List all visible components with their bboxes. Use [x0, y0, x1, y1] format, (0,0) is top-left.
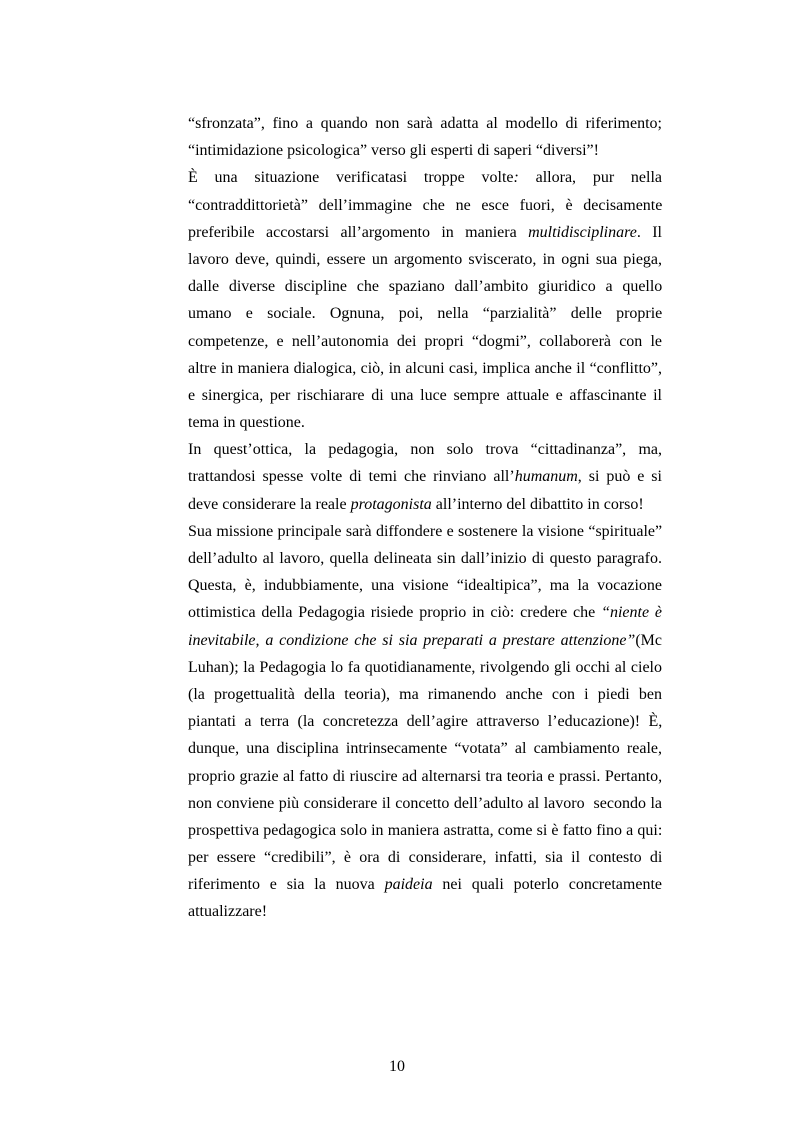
italic-text: humanum: [514, 468, 578, 486]
text-segment: e sinergica, per rischiarare di una luce sempre attuale e affascinante il: [188, 386, 662, 404]
text-segment: . Il: [636, 223, 662, 241]
text-segment: nei quali poterlo concretamente: [432, 876, 662, 894]
text-segment: In quest’ottica, la pedagogia, non solo trova “cittadinanza”, ma,: [188, 441, 662, 459]
text-line: [188, 164, 662, 191]
text-line: [188, 790, 662, 817]
text-segment: dalle diverse discipline che spaziano dall’ambito giuridico a quello: [188, 278, 663, 296]
text-segment: tema in questione.: [188, 414, 305, 432]
text-line: [188, 898, 662, 925]
text-segment: (Mc: [635, 631, 662, 649]
italic-text: paideia: [384, 876, 433, 894]
text-line: [188, 599, 662, 626]
text-segment: Questa, è, indubbiamente, una visione “idealtipica”, ma la vocazione: [188, 577, 662, 595]
text-segment: umano e sociale. Ognuna, poi, nella “parzialità” delle proprie: [188, 305, 663, 323]
text-segment: competenze, e nell’autonomia dei propri “dogmi”, collaborerà con le: [188, 332, 662, 350]
text-line: [188, 871, 662, 898]
text-segment: ottimistica della Pedagogia risiede proprio in ciò: credere che: [188, 604, 602, 622]
text-line: [188, 763, 662, 790]
text-segment: altre in maniera dialogica, ciò, in alcuni casi, implica anche il “conflitto”,: [188, 359, 662, 377]
page-number: 10: [389, 1058, 405, 1075]
text-segment: per essere “credibili”, è ora di considerare, infatti, sia il contesto di: [188, 849, 663, 867]
text-segment: dell’adulto al lavoro, quella delineata sin dall’inizio di questo paragrafo.: [188, 550, 662, 567]
text-segment: , si può e si: [577, 468, 662, 486]
text-segment: deve considerare la reale: [188, 495, 351, 513]
text-segment: prospettiva pedagogica solo in maniera astratta, come si è fatto fino a qui:: [188, 821, 663, 839]
text-segment: trattandosi spesse volte di temi che rinviano all’: [188, 468, 515, 486]
italic-text: protagonista: [350, 495, 432, 513]
text-segment: Sua missione principale sarà diffondere e sostenere la visione “spirituale”: [188, 522, 663, 540]
text-segment: preferibile accostarsi all’argomento in maniera: [188, 223, 529, 241]
text-line: [188, 735, 662, 762]
text-line: [188, 708, 662, 735]
text-line: [188, 681, 662, 708]
text-line: [188, 328, 662, 355]
text-segment: È una situazione verificatasi troppe volte: [188, 169, 514, 187]
text-line: [188, 219, 662, 246]
italic-text: “niente è: [601, 604, 662, 622]
text-segment: attualizzare!: [188, 903, 268, 921]
text-segment: “contraddittorietà” dell’immagine che ne esce fuori, è decisamente: [188, 196, 663, 214]
text-segment: “intimidazione psicologica” verso gli esperti di saperi “diversi”!: [188, 142, 599, 160]
text-line: [188, 463, 662, 490]
body-text: [188, 110, 662, 926]
text-line: [188, 192, 662, 219]
text-segment: piantati a terra (la concretezza dell’agire attraverso l’educazione)! È,: [188, 713, 663, 731]
text-line: [188, 627, 662, 654]
text-segment: Luhan); la Pedagogia lo fa quotidianamente, rivolgendo gli occhi al cielo: [188, 658, 662, 676]
text-line: [188, 491, 662, 518]
italic-text: inevitabile, a condizione che si sia preparati a prestare attenzione”: [188, 631, 636, 649]
italic-text: multidisciplinare: [528, 223, 637, 241]
text-line: [188, 545, 662, 572]
text-line: [188, 817, 662, 844]
text-segment: “sfronzata”, fino a quando non sarà adatta al modello di riferimento;: [188, 115, 662, 132]
text-line: [188, 654, 662, 681]
text-segment: riferimento e sia la nuova: [188, 876, 385, 894]
text-line: [188, 572, 662, 599]
text-line: [188, 518, 662, 545]
text-segment: allora, pur nella: [518, 169, 663, 187]
text-line: [188, 436, 662, 463]
text-line: [188, 382, 662, 409]
text-line: [188, 844, 662, 871]
text-segment: proprio grazie al fatto di riuscire ad alternarsi tra teoria e prassi. Pertanto,: [188, 767, 663, 785]
text-segment: lavoro deve, quindi, essere un argomento sviscerato, in ogni sua piega,: [188, 250, 663, 268]
text-line: [188, 409, 662, 436]
text-line: [188, 300, 662, 327]
text-segment: (la progettualità della teoria), ma rimanendo anche con i piedi ben: [188, 685, 662, 703]
text-line: [188, 246, 662, 273]
text-segment: all’interno del dibattito in corso!: [431, 495, 644, 513]
text-line: [188, 355, 662, 382]
text-line: [188, 110, 662, 137]
text-line: [188, 137, 662, 164]
text-line: [188, 273, 662, 300]
text-segment: dunque, una disciplina intrinsecamente “votata” al cambiamento reale,: [188, 740, 662, 758]
text-segment: non conviene più considerare il concetto dell’adulto al lavoro secondo la: [188, 794, 662, 812]
italic-text: :: [513, 169, 519, 187]
